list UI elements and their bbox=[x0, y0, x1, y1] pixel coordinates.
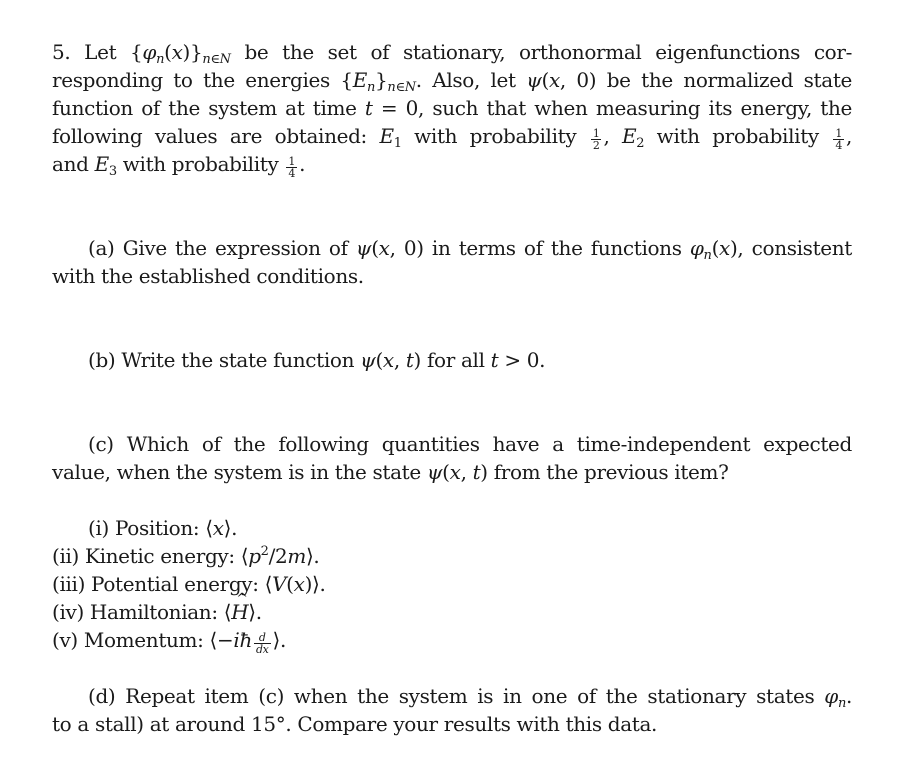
part-d-line-1: (d) Repeat item (c) when the system is in one of the stationary states $\varphi_n$. bbox=[88, 684, 852, 711]
problem-number: 5. bbox=[52, 40, 71, 64]
option-ii: (ii) Kinetic energy: $⟨p^2/2m⟩$. bbox=[52, 544, 320, 568]
part-d-line-2: to a stall) at around 15°. Compare your results with this data. bbox=[52, 712, 658, 736]
part-a-line-2: with the established conditions. bbox=[52, 264, 364, 288]
option-iii: (iii) Potential energy: ⟨V(x)⟩. bbox=[52, 572, 326, 596]
intro-line-2: responding to the energies $\{E_n\}_{n\in N}$. Also, let ψ(x, 0) be the normalized state bbox=[52, 68, 852, 95]
option-iv: (iv) Hamiltonian: ⟨^ H⟩. bbox=[52, 598, 852, 626]
fraction-one-half: $\frac{1}{2}$ bbox=[592, 127, 600, 152]
derivative-d-dx: $\frac{d}{dx}$ bbox=[255, 631, 269, 656]
option-v: (v) Momentum: ⟨−iħ $\frac{d}{dx}$ ⟩. bbox=[52, 628, 286, 656]
part-a-line-1: (a) Give the expression of ψ(x, 0) in terms of the functions $\varphi_n(x)$, consistent bbox=[88, 236, 852, 263]
intro-line-5: and $E_3$ with probability $\frac{1}{4}$ . bbox=[52, 152, 306, 180]
fraction-one-quarter: $\frac{1}{4}$ bbox=[835, 127, 843, 152]
part-c-line-2: value, when the system is in the state ψ(x, t) from the previous item? bbox=[52, 460, 729, 484]
fraction-one-quarter-2: $\frac{1}{4}$ bbox=[288, 155, 296, 180]
part-c-line-1: (c) Which of the following quantities have a time-independent expected bbox=[88, 432, 852, 456]
part-b: (b) Write the state function ψ(x, t) for all t > 0. bbox=[88, 348, 546, 372]
intro-line-4: following values are obtained: $E_1$ with probability $\frac{1}{2}$ , $E_2$ with probability $\frac{1}{4}$ , bbox=[52, 124, 853, 152]
option-i: (i) Position: ⟨x⟩. bbox=[88, 516, 238, 540]
intro-line-1: 5. Let $\{\varphi_n(x)\}_{n\in N}$ be the set of stationary, orthonormal eigenfunctions cor- bbox=[52, 40, 852, 67]
intro-line-3: function of the system at time t = 0, such that when measuring its energy, the bbox=[52, 96, 852, 120]
